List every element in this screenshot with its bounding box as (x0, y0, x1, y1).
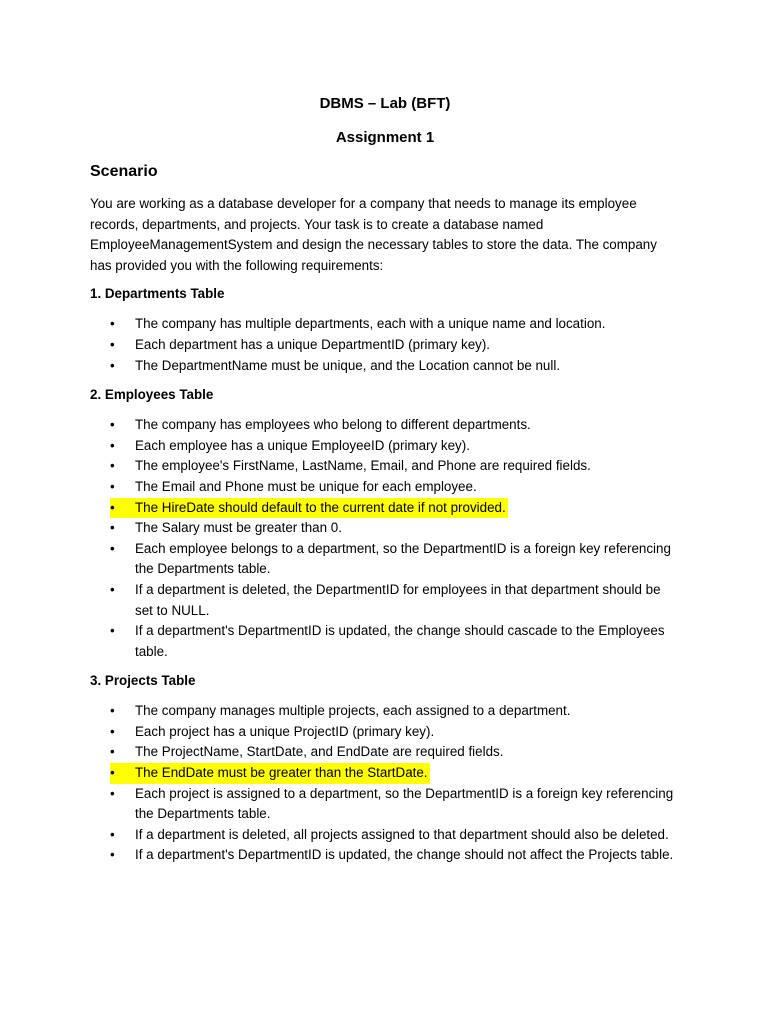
list-item (90, 621, 680, 662)
list-item-text: The company has multiple departments, each with a unique name and location. (135, 316, 606, 332)
section-heading: 3. Projects Table (90, 673, 196, 689)
list-item-text: The Email and Phone must be unique for each employee. (135, 478, 477, 494)
bullet-icon: • (110, 499, 115, 515)
scenario-heading: Scenario (90, 163, 158, 180)
list-item (90, 314, 680, 335)
bullet-icon: • (110, 357, 115, 373)
list-item-text: Each project has a unique ProjectID (primary key). (135, 723, 435, 739)
bullet-icon: • (110, 478, 115, 494)
highlighted-list-item (110, 763, 430, 784)
bullet-icon: • (110, 581, 115, 597)
list-item (90, 436, 680, 457)
list-item-text: The HireDate should default to the current date if not provided. (135, 499, 506, 515)
list-item-text: If a department's DepartmentID is updated, the change should cascade to the Employees table. (135, 623, 665, 659)
requirement-sections (90, 284, 680, 866)
bullet-icon: • (110, 316, 115, 332)
highlighted-list-item (110, 498, 508, 519)
list-item-text: Each project is assigned to a department, so the DepartmentID is a foreign key referencing the Departments table. (135, 785, 674, 822)
bullet-icon: • (110, 540, 115, 556)
list-item (90, 456, 680, 477)
bullet-icon: • (110, 847, 115, 863)
bullet-icon: • (110, 437, 115, 453)
bullet-icon: • (110, 623, 115, 639)
list-item-text: Each employee belongs to a department, so the DepartmentID is a foreign key referencing the Departments table. (135, 540, 671, 577)
bullet-icon: • (110, 336, 115, 352)
section-heading: 1. Departments Table (90, 286, 225, 302)
list-item-text: If a department's DepartmentID is updated, the change should not affect the Projects table. (135, 847, 674, 863)
list-item (90, 845, 680, 866)
list-item-text: The company manages multiple projects, each assigned to a department. (135, 703, 571, 719)
bullet-icon: • (110, 703, 115, 719)
intro-paragraph: You are working as a database developer for a company that needs to manage its employee records, departments, and projects. Your task is to create a database named EmployeeManagementSystem and design the necessary tables to store the data. The company has provided you with the following requirements: (90, 196, 657, 273)
list-item (90, 784, 680, 825)
list-item-text: Each employee has a unique EmployeeID (primary key). (135, 437, 470, 453)
list-item (90, 580, 680, 621)
bullet-icon: • (110, 826, 115, 842)
list-item (90, 518, 680, 539)
list-item (90, 722, 680, 743)
document-title: DBMS – Lab (BFT) (319, 95, 451, 112)
list-item-text: If a department is deleted, the DepartmentID for employees in that department should be set to NULL. (135, 581, 661, 618)
list-item (90, 415, 680, 436)
list-item-text: The company has employees who belong to different departments. (135, 417, 531, 433)
list-item (90, 701, 680, 722)
bullet-icon: • (110, 417, 115, 433)
document-body (90, 94, 680, 875)
requirement-list (90, 314, 680, 376)
list-item (90, 742, 680, 763)
list-item (90, 539, 680, 580)
list-item-text: Each department has a unique DepartmentID (primary key). (135, 336, 491, 352)
list-item (90, 356, 680, 377)
list-item-text: The employee's FirstName, LastName, Email, and Phone are required fields. (135, 458, 591, 474)
bullet-icon: • (110, 723, 115, 739)
list-item-text: The DepartmentName must be unique, and the Location cannot be null. (135, 357, 561, 373)
list-item (90, 825, 680, 846)
bullet-icon: • (110, 520, 115, 536)
list-item (90, 335, 680, 356)
bullet-icon: • (110, 458, 115, 474)
assignment-title: Assignment 1 (335, 129, 435, 146)
bullet-icon: • (110, 785, 115, 801)
section-heading: 2. Employees Table (90, 387, 214, 403)
list-item-text: The Salary must be greater than 0. (135, 520, 342, 536)
requirement-list (90, 701, 680, 866)
bullet-icon: • (110, 744, 115, 760)
list-item-text: The ProjectName, StartDate, and EndDate are required fields. (135, 744, 504, 760)
list-item-text: The EndDate must be greater than the StartDate. (135, 765, 428, 781)
requirement-list (90, 415, 680, 662)
list-item-text: If a department is deleted, all projects assigned to that department should also be deleted. (135, 826, 669, 842)
list-item (90, 477, 680, 498)
bullet-icon: • (110, 765, 115, 781)
